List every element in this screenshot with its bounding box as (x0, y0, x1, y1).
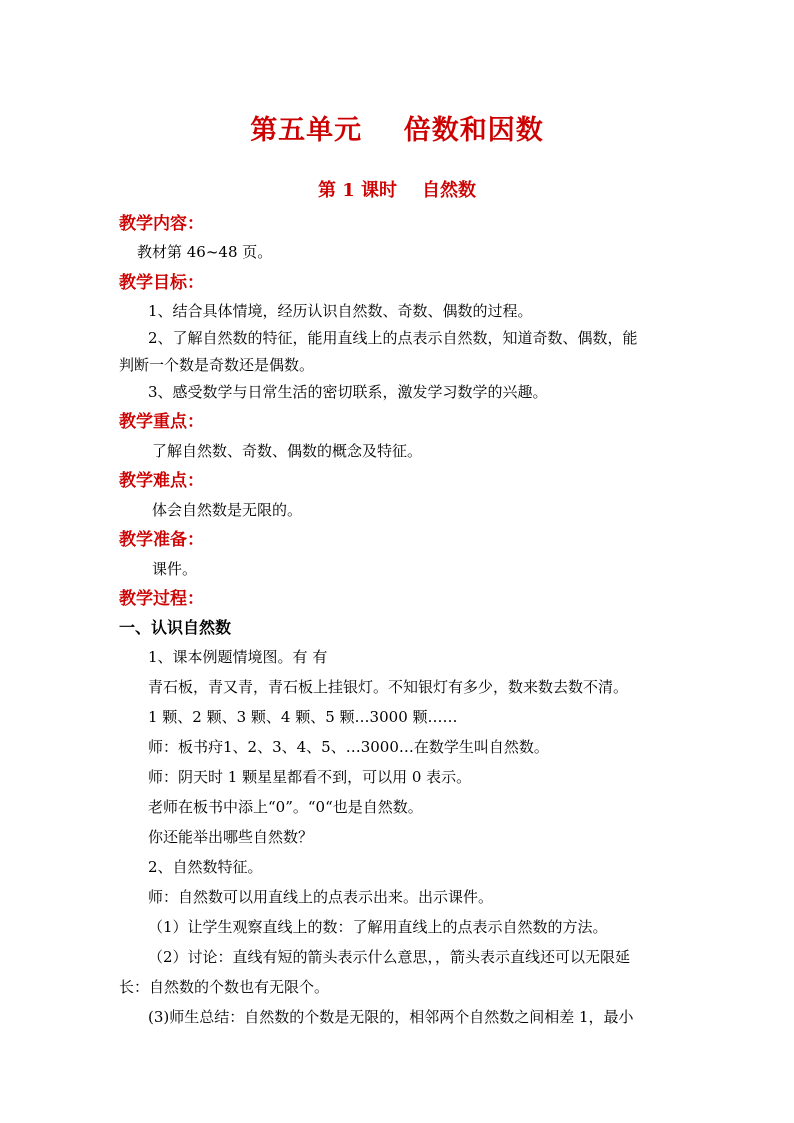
process-line-3: 1 颗、2 颗、3 颗、4 颗、5 颗…3000 颗…… (148, 708, 458, 726)
difficulty-heading: 教学难点： (119, 471, 204, 491)
unit-title: 第五单元 倍数和因数 (250, 115, 544, 146)
lesson-subtitle: 第 1 课时 自然数 (317, 180, 477, 201)
process-line-6: 老师在板书中添上“0”。“0“也是自然数。 (148, 798, 423, 816)
process-line-10: （1）让学生观察直线上的数：了解用直线上的点表示自然数的方法。 (148, 918, 608, 936)
content-text: 教材第 46~48 页。 (137, 243, 273, 261)
process-line-9: 师：自然数可以用直线上的点表示出来。出示课件。 (148, 888, 494, 906)
goal-item-2: 2、了解自然数的特征，能用直线上的点表示自然数，知道奇数、偶数，能 (148, 329, 638, 347)
lesson-body (119, 213, 679, 1027)
process-line-1: 1、课本例题情境图。有 有 (148, 648, 328, 666)
process-line-12: (3)师生总结：自然数的个数是无限的，相邻两个自然数之间相差 1，最小 (148, 1008, 634, 1026)
prep-heading: 教学准备： (119, 530, 204, 550)
goal-item-3: 3、感受数学与日常生活的密切联系，激发学习数学的兴趣。 (148, 383, 548, 401)
prep-text: 课件。 (152, 560, 198, 578)
process-line-2: 青石板，青又青，青石板上挂银灯。不知银灯有多少，数来数去数不清。 (148, 678, 629, 696)
process-line-4: 师：板书疛1、2、3、4、5、…3000…在数学生叫自然数。 (148, 738, 549, 756)
key-heading: 教学重点： (119, 412, 204, 432)
part1-heading: 一、认识自然数 (119, 618, 232, 637)
difficulty-text: 体会自然数是无限的。 (152, 501, 303, 519)
process-line-7: 你还能举出哪些自然数？ (148, 828, 314, 846)
process-line-8: 2、自然数特征。 (148, 858, 263, 876)
process-line-11: （2）讨论：直线有短的箭头表示什么意思，，箭头表示直线还可以无限延 (148, 948, 631, 966)
process-line-5: 师：阴天时 1 颗星星都看不到，可以用 0 表示。 (148, 768, 472, 786)
key-text: 了解自然数、奇数、偶数的概念及特征。 (152, 442, 423, 460)
content-heading: 教学内容： (119, 214, 204, 234)
process-heading: 教学过程： (119, 589, 204, 609)
goal-heading: 教学目标： (119, 273, 204, 293)
process-line-11-cont: 长：自然数的个数也有无限个。 (119, 978, 330, 996)
goal-item-2-cont: 判断一个数是奇数还是偶数。 (119, 356, 315, 374)
goal-item-1: 1、结合具体情境，经历认识自然数、奇数、偶数的过程。 (148, 302, 533, 320)
